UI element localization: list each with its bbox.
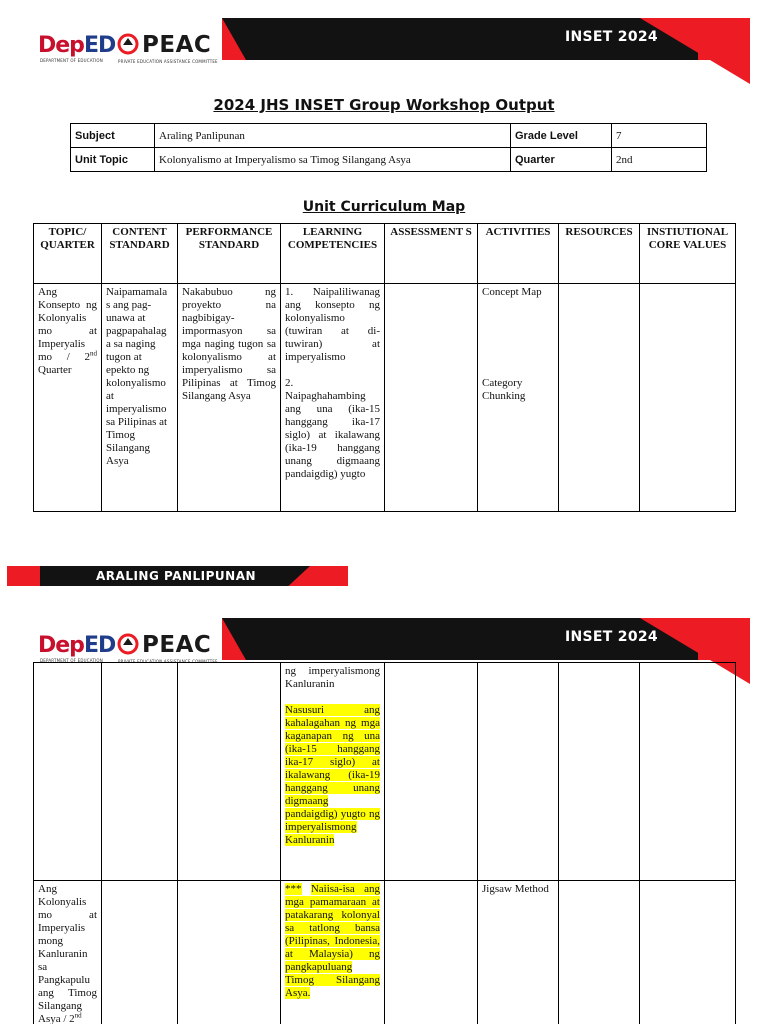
peac-logo: PEAC [142, 632, 212, 658]
table-row [34, 663, 736, 881]
activities-cell [478, 663, 559, 881]
quarter-label: Quarter [511, 148, 612, 172]
subject-value: Araling Panlipunan [155, 124, 511, 148]
content-standard-cell [102, 663, 178, 881]
deped-logo: DepED [38, 633, 116, 658]
column-header: CONTENT STANDARD [102, 224, 178, 284]
column-header: TOPIC/ QUARTER [34, 224, 102, 284]
performance-standard-cell [178, 881, 281, 1024]
grade-level-label: Grade Level [511, 124, 612, 148]
grade-level-value: 7 [612, 124, 707, 148]
page-header [0, 0, 768, 90]
peac-logo-subtitle: PRIVATE EDUCATION ASSISTANCE COMMITTEE [118, 59, 218, 64]
resources-cell [559, 881, 640, 1024]
peac-emblem-icon [117, 633, 139, 655]
unit-topic-label: Unit Topic [71, 148, 155, 172]
assessments-cell [385, 663, 478, 881]
competencies-cell: 1. Naipaliliwanag ang konsepto ng kolonyalismo (tuwiran at di-tuwiran) at imperyalismo 2. Naipaghahambing ang una (ika-15 hanggang ika-17 siglo) at ikalawang (ika-19 hanggang unang digmaang pandaigdig) yugto [281, 284, 385, 512]
column-header: LEARNING COMPETENCIES [281, 224, 385, 284]
peac-logo: PEAC [142, 32, 212, 58]
highlighted-competency: Nasusuri ang kahalagahan ng mga kaganapan ng una (ika-15 hanggang ika-17 siglo) at ikalawang (ika-19 hanggang unang digmaang pandaigdig) yugto ng imperyalismong Kanluranin [285, 704, 380, 846]
competency-marker: *** [285, 883, 302, 895]
peac-logo-subtitle: PRIVATE EDUCATION ASSISTANCE COMMITTEE [118, 659, 218, 664]
competencies-cell [281, 881, 385, 1024]
curriculum-map-title: Unit Curriculum Map [302, 199, 466, 215]
core-values-cell [640, 881, 736, 1024]
column-header: RESOURCES [559, 224, 640, 284]
curriculum-map-table [33, 223, 736, 512]
content-standard-cell: Naipamamala s ang pag-unawa at pagpapahalag a sa naging tugon at epekto ng kolonyalismo at imperyalismo sa Pilipinas at Timog Silangang Asya [102, 284, 178, 512]
core-values-cell [640, 284, 736, 512]
subject-label: Subject [71, 124, 155, 148]
highlighted-competency: Naiisa-isa ang mga pamamaraan at patakarang kolonyal sa tatlong bansa (Pilipinas, Indonesia, at Malaysia) ng pangkapuluang Timog Silangang Asya. [285, 883, 380, 999]
event-title: INSET 2024 [565, 29, 658, 45]
activities-cell: Concept Map Category Chunking [478, 284, 559, 512]
core-values-cell [640, 663, 736, 881]
competencies-cell: ng imperyalismong Kanluranin Nasusuri ang kahalagahan ng mga kaganapan ng una (ika-15 hanggang ika-17 siglo) at ikalawang (ika-19 hanggang unang digmaang pandaigdig) yugto ng imperyalismong Kanluranin [281, 663, 385, 881]
document-title: 2024 JHS INSET Group Workshop Output [213, 96, 555, 114]
peac-emblem-icon [117, 33, 139, 55]
column-header: ASSESSMENT S [385, 224, 478, 284]
event-title: INSET 2024 [565, 629, 658, 645]
table-row [34, 284, 736, 512]
curriculum-map-table-continued [33, 662, 736, 1024]
performance-standard-cell [178, 663, 281, 881]
subject-banner: ARALING PANLIPUNAN [96, 569, 257, 583]
content-standard-cell [102, 881, 178, 1024]
resources-cell [559, 663, 640, 881]
topic-cell [34, 663, 102, 881]
performance-standard-cell: Nakabubuo ng proyekto na nagbibigay-impormasyon sa mga naging tugon sa kolonyalismo at imperyalismo sa Pilipinas at Timog Silangang Asya [178, 284, 281, 512]
table-header-row [34, 224, 736, 284]
deped-logo: DepED [38, 33, 116, 58]
quarter-value: 2nd [612, 148, 707, 172]
assessments-cell [385, 881, 478, 1024]
activities-cell: Jigsaw Method [478, 881, 559, 1024]
deped-logo-subtitle: DEPARTMENT OF EDUCATION [40, 58, 103, 63]
column-header: INSTIUTIONAL CORE VALUES [640, 224, 736, 284]
deped-logo-subtitle: DEPARTMENT OF EDUCATION [40, 658, 103, 663]
assessments-cell [385, 284, 478, 512]
column-header: ACTIVITIES [478, 224, 559, 284]
column-header: PERFORMANCE STANDARD [178, 224, 281, 284]
info-table [70, 123, 707, 172]
topic-cell: Ang Konsepto ng Kolonyalis mo at Imperyalis mo / 2nd Quarter [34, 284, 102, 512]
document-page-2 [0, 600, 768, 1024]
table-row [34, 881, 736, 1024]
unit-topic-value: Kolonyalismo at Imperyalismo sa Timog Silangang Asya [155, 148, 511, 172]
topic-cell: Ang Kolonyalis mo at Imperyalis mong Kanluranin sa Pangkapulu ang Timog Silangang Asya / 2nd [34, 881, 102, 1024]
resources-cell [559, 284, 640, 512]
